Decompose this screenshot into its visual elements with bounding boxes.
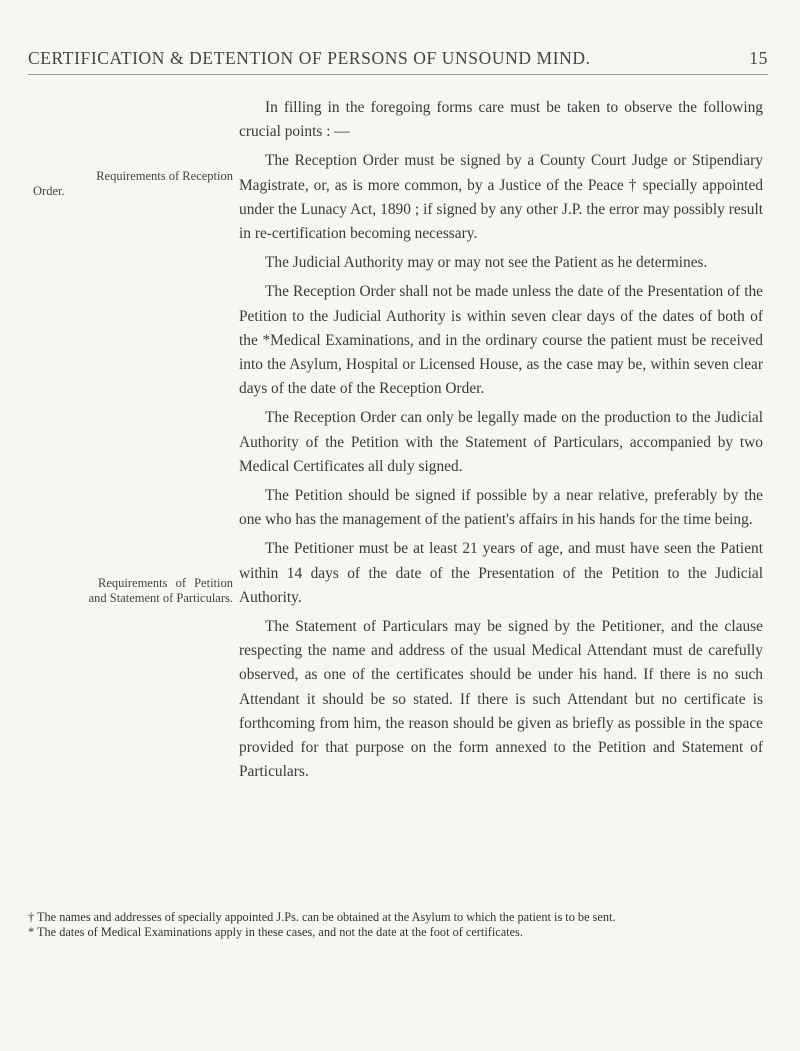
paragraph: The Petition should be signed if possible by a near relative, preferably by the one who has the management of the patient's affairs in his hands for the time being. [239,487,763,529]
margin-note-line: Order. [33,184,65,198]
body-text [239,96,763,789]
paragraph: The Reception Order shall not be made unless the date of the Presentation of the Petition to the Judicial Authority is within seven clear days of the dates of both of the *Medical Examinations, and in the ordinary course the patient must be received into the Asylum, Hospital or Licensed House, as the case may be, within seven clear days of the date of the Reception Order. [239,283,763,398]
paragraph: In filling in the foregoing forms care must be taken to observe the following crucial points : — [239,99,763,141]
footnote: † The names and addresses of specially appointed J.Ps. can be obtained at the Asylum to which the patient is to be sent. [28,910,616,924]
paragraph: The Reception Order can only be legally made on the production to the Judicial Authority of the Petition with the Statement of Particulars, accompanied by two Medical Certificates all duly signed. [239,409,763,475]
margin-note-line: and Statement of Particulars. [88,591,233,605]
margin-note-petition [28,576,233,606]
footnotes [28,910,768,940]
paragraph: The Statement of Particulars may be signed by the Petitioner, and the clause respecting the name and address of the usual Medical Attendant must de carefully observed, as one of the certificates should be under his hand. If there is no such Attendant it should be so stated. If there is such Attendant but no certificate is forthcoming from him, the reason should be given as briefly as possible in the space provided for that purpose on the form annexed to the Petition and Statement of Particulars. [239,618,763,781]
header-rule [28,74,768,75]
page-number: 15 [749,48,768,68]
margin-note-line: Requirements of Reception [96,169,233,183]
paragraph: The Petitioner must be at least 21 years of age, and must have seen the Patient within 14 days of the date of the Presentation of the Petition to the Judicial Authority. [239,540,763,606]
running-title: CERTIFICATION & DETENTION OF PERSONS OF UNSOUND MIND. [28,48,591,68]
margin-note-line: Requirements of Petition [98,576,233,590]
footnote: * The dates of Medical Examinations apply in these cases, and not the date at the foot of certificates. [28,925,523,939]
paragraph: The Judicial Authority may or may not see the Patient as he determines. [265,254,708,272]
paragraph: The Reception Order must be signed by a County Court Judge or Stipendiary Magistrate, or, as is more common, by a Justice of the Peace † specially appointed under the Lunacy Act, 1890 ; if signed by any other J.P. the error may possibly result in re-certification becoming necessary. [239,152,763,243]
margin-note-reception-order [28,169,233,199]
